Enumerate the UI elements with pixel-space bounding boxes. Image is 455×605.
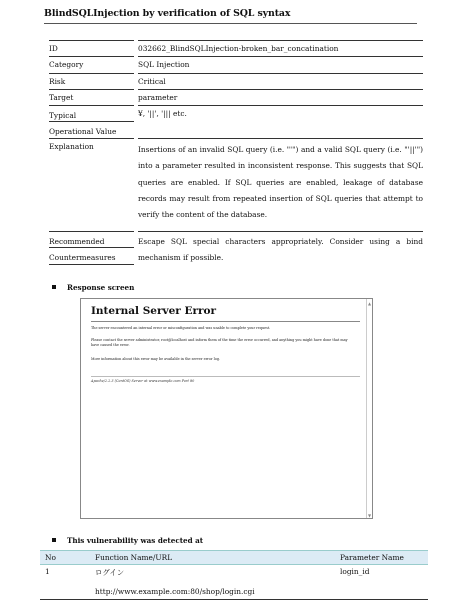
response-screenshot: [80, 298, 373, 519]
error-paragraph-2: Please contact the server administrator, root@localhost and inform them of the time the error occurred, and anything you might have done that may have caused the error.: [91, 338, 348, 347]
recommended-value: Escape SQL special characters appropriately. Consider using a bind mechanism if possible.: [138, 237, 423, 263]
document-title: BlindSQLInjection by verification of SQL syntax: [44, 8, 291, 19]
recommended-label: Recommended Countermeasures: [49, 237, 116, 263]
id-value: 032662_BlindSQLInjection-broken_bar_concatination: [138, 44, 339, 53]
scroll-down-icon: ▼: [368, 513, 372, 518]
category-label: Category: [49, 60, 84, 70]
bullet-square-icon: [52, 538, 56, 542]
explanation-value: Insertions of an invalid SQL query (i.e. "'") and a valid SQL query (i.e. "'||'") into a parameter resulted in inconsistent response. This suggests that SQL queries are enabled. If SQL queries are enabled, leakage of database records may result from repeated insertion of SQL queries that attempt to verify the content of the database.: [138, 145, 423, 220]
detected-table: [40, 550, 428, 600]
recommended-row: [49, 231, 423, 265]
error-paragraph-1: The server encountered an internal error or misconfiguration and was unable to complete your request.: [91, 326, 271, 330]
error-signature: Apache/2.2.3 (CentOS) Server at www.example.com Port 80: [91, 379, 195, 383]
error-heading: Internal Server Error: [91, 305, 217, 317]
category-row: [49, 56, 423, 72]
row-no: 1: [45, 567, 50, 576]
response-screen-heading: Response screen: [52, 283, 134, 292]
detected-table-header: [40, 550, 428, 565]
typical-label: Typical Operational Value: [49, 111, 117, 137]
id-label: ID: [49, 44, 58, 53]
target-row: [49, 89, 423, 105]
screenshot-scrollbar: [366, 299, 372, 518]
col-function: Function Name/URL: [95, 553, 173, 562]
explanation-label: Explanation: [49, 142, 94, 152]
bullet-square-icon: [52, 285, 56, 289]
row-url: http://www.example.com:80/shop/login.cgi: [95, 587, 255, 596]
target-value: parameter: [138, 92, 178, 102]
title-underline: [44, 23, 417, 24]
table-row-url: [40, 585, 428, 600]
error-paragraph-3: More information about this error may be available in the server error log.: [91, 357, 220, 361]
id-row: [49, 40, 423, 56]
vulnerability-info-table: [49, 40, 423, 265]
detected-heading: This vulnerability was detected at: [52, 536, 203, 545]
typical-row: [49, 105, 423, 138]
explanation-row: [49, 138, 423, 231]
col-no: No: [45, 553, 56, 562]
risk-value: Critical: [138, 76, 166, 86]
scroll-up-icon: ▲: [368, 301, 372, 306]
typical-value: ¥, '||', '||| etc.: [138, 109, 187, 119]
table-row: [40, 565, 428, 585]
row-function: ログイン: [95, 568, 125, 577]
category-value: SQL Injection: [138, 60, 190, 70]
row-param: login_id: [340, 567, 370, 576]
col-param: Parameter Name: [340, 553, 404, 562]
risk-label: Risk: [49, 76, 66, 86]
risk-row: [49, 73, 423, 89]
target-label: Target: [49, 92, 74, 102]
